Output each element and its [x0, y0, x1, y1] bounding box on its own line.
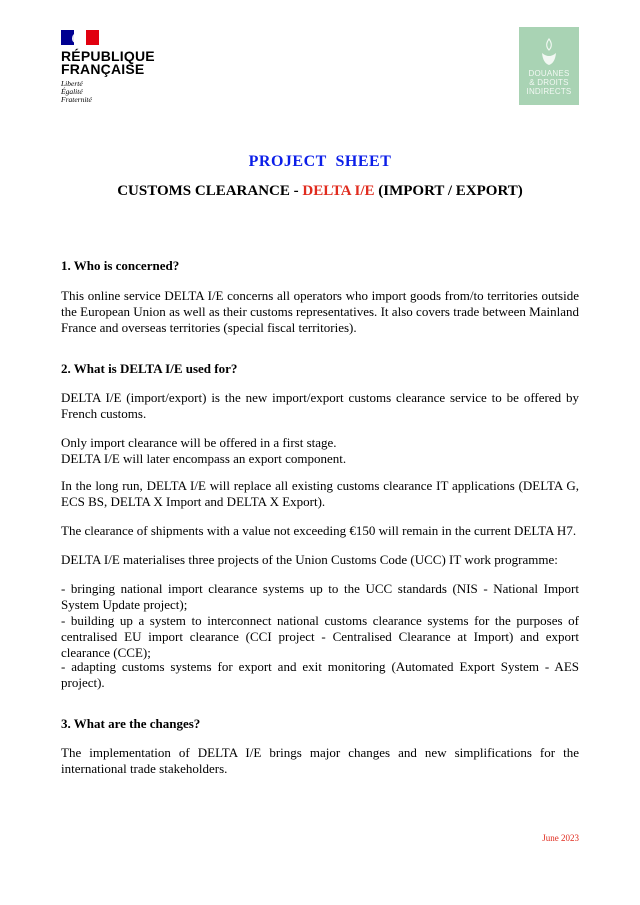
gov-name-line1: RÉPUBLIQUE [61, 48, 155, 64]
section-2-paragraph-3: In the long run, DELTA I/E will replace all existing customs clearance IT applications (DELTA G, ECS BS, DELTA X Import and DELTA X Export). [61, 478, 579, 509]
section-2-bullet-3: - adapting customs systems for export and exit monitoring (Automated Export System - AES project). [61, 659, 579, 690]
national-motto [61, 80, 161, 104]
section-2-paragraph-4: The clearance of shipments with a value not exceeding €150 will remain in the current DELTA H7. [61, 523, 577, 538]
republique-francaise-logo [61, 30, 161, 104]
motto-liberte: Liberté [61, 79, 83, 88]
gov-name-line2: FRANÇAISE [61, 61, 145, 77]
subtitle-suffix: (IMPORT / EXPORT) [374, 183, 523, 199]
project-sheet-title: PROJECT SHEET [248, 153, 392, 170]
section-2-bullet-1: - bringing national import clearance systems up to the UCC standards (NIS - National Import System Update project); [61, 581, 579, 612]
agency-line1: DOUANES [528, 69, 570, 78]
section-3-heading: 3. What are the changes? [61, 716, 201, 731]
section-2-paragraph-2b: DELTA I/E will later encompass an export component. [61, 451, 347, 466]
document-date: June 2023 [542, 833, 579, 843]
section-1-paragraph: This online service DELTA I/E concerns all operators who import goods from/to territories outside the European Union as well as their customs representatives. It also covers trade between Mainland France and overseas territories (special fiscal territories). [61, 288, 579, 335]
section-2-heading: 2. What is DELTA I/E used for? [61, 361, 238, 376]
motto-egalite: Égalité [61, 87, 83, 96]
customs-agency-name [519, 69, 579, 96]
french-flag-icon [61, 30, 99, 45]
customs-emblem-icon [540, 37, 558, 67]
subtitle-prefix: CUSTOMS CLEARANCE - [117, 183, 303, 199]
agency-line3: INDIRECTS [526, 87, 572, 96]
agency-line2: & DROITS [529, 78, 569, 87]
subtitle-highlight: DELTA I/E [302, 183, 375, 199]
section-2-paragraph-1: DELTA I/E (import/export) is the new import/export customs clearance service to be offered by French customs. [61, 390, 579, 421]
section-1-heading: 1. Who is concerned? [61, 258, 180, 273]
section-2-paragraph-2a: Only import clearance will be offered in a first stage. [61, 435, 337, 450]
section-3-paragraph: The implementation of DELTA I/E brings major changes and new simplifications for the international trade stakeholders. [61, 745, 579, 776]
motto-fraternite: Fraternité [61, 95, 92, 104]
government-name [61, 50, 161, 76]
section-2-bullet-2: - building up a system to interconnect national customs clearance systems for the purposes of centralised EU import clearance (CCI project - Centralised Clearance at Import) and export clearance (CCE); [61, 613, 579, 660]
customs-agency-logo [519, 27, 579, 105]
section-2-paragraph-5: DELTA I/E materialises three projects of the Union Customs Code (UCC) IT work programme: [61, 552, 558, 567]
document-subtitle [0, 183, 640, 200]
